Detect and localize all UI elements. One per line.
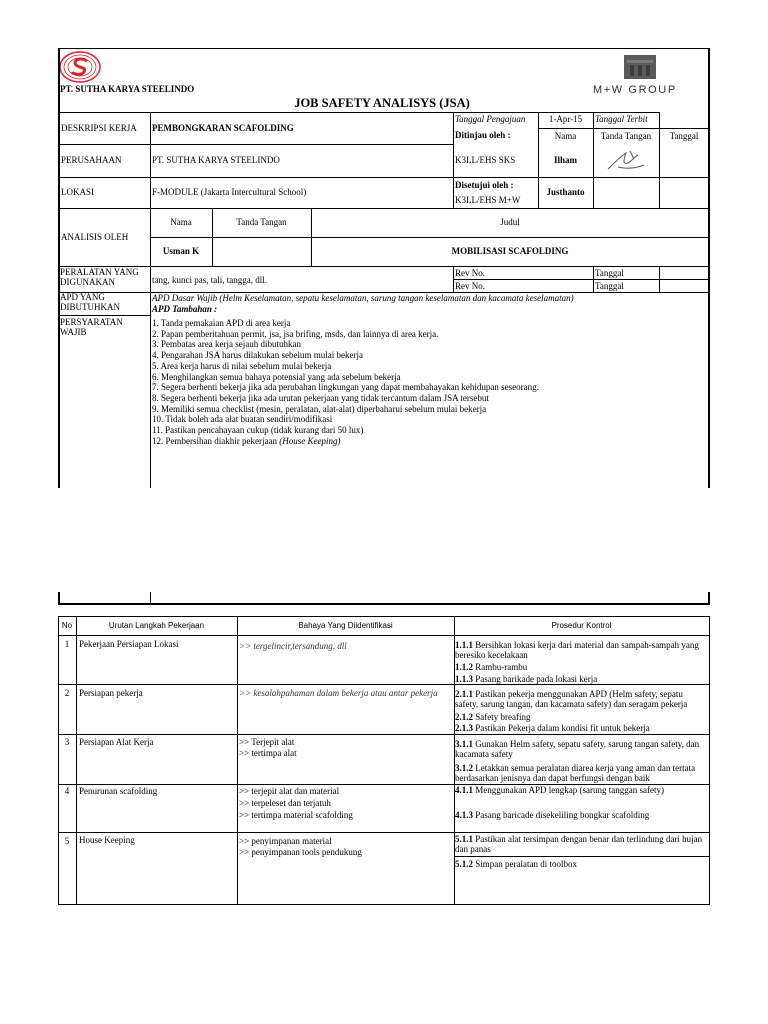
list-item	[152, 436, 539, 447]
page-title: JOB SAFETY ANALISYS (JSA)	[294, 96, 470, 110]
list-item: 5. Area kerja harus di nilai sebelum mulai bekerja	[152, 360, 332, 371]
control-text: Letakkan semua peralatan diarea kerja yang aman dan tertata berdasarkan jenisnya dan dapat berfungsi dengan baik	[455, 763, 696, 783]
analisis-nama-header: Nama	[170, 217, 192, 227]
analisis-judul: MOBILISASI SCAFOLDING	[451, 246, 569, 256]
table-row-step: Persiapan pekerja	[79, 688, 143, 698]
table-row-hazard: >> Terjepit alat	[239, 737, 295, 747]
disetujui-nama: Justhanto	[546, 187, 585, 197]
table-row-control	[455, 662, 707, 672]
table-row-control	[455, 859, 707, 869]
control-text: Simpan peralatan di toolbox	[473, 859, 577, 869]
rev1-label: Rev No.	[455, 268, 485, 278]
apd-label: APD YANG DIBUTUHKAN	[60, 292, 120, 312]
control-text: Menggunakan APD lengkap (sarung tanggan safety)	[473, 785, 664, 795]
tanggal-terbit-label: Tanggal Terbit	[595, 114, 648, 124]
table-row-step: Persiapan Alat Kerja	[79, 737, 154, 747]
control-code: 1.1.3	[455, 674, 473, 684]
ditinjau-nama: Ilham	[553, 155, 577, 165]
disetujui-label: Disetujui oleh :	[455, 180, 514, 190]
control-code: 3.1.1	[455, 739, 473, 749]
control-code: 2.1.3	[455, 723, 473, 733]
table-row-no: 4	[64, 786, 70, 796]
lokasi-value: F-MODULE (Jakarta Intercultural School)	[152, 187, 307, 197]
control-text: Safety breafing	[473, 712, 531, 722]
disetujui-dept: K3LL/EHS M+W	[455, 195, 521, 205]
tanggal-pengajuan-value: 1-Apr-15	[548, 114, 583, 124]
approval-ttd-header: Tanda Tangan	[600, 131, 652, 141]
table-row-control	[455, 723, 707, 733]
approval-nama-header: Nama	[554, 131, 577, 141]
list-item: 11. Pastikan pencahayaan cukup (tidak kurang dari 50 lux)	[152, 425, 364, 436]
signature-icon	[604, 147, 648, 175]
perusahaan-label: PERUSAHAAN	[61, 155, 122, 165]
control-code: 2.1.1	[455, 689, 473, 699]
control-code: 4.1.1	[455, 785, 473, 795]
deskripsi-value: PEMBONGKARAN SCAFOLDING	[152, 123, 294, 133]
table-row-hazard: >> tertimpa material scafolding	[239, 810, 353, 820]
tanggal-pengajuan-label: Tanggal Pengajuan	[455, 114, 526, 124]
control-text: Rambu-rambu	[473, 662, 528, 672]
company-logo-icon	[59, 51, 101, 83]
table-row-hazard: >> kesalahpahaman dalam bekerja atau antar pekerja	[239, 688, 438, 698]
control-text: Bersihkan lokasi kerja dari material dan sampah-sampah yang beresiko kecelakaan	[455, 640, 699, 660]
analisis-judul-header: Judul	[500, 217, 520, 227]
partner-logo-text: M+W GROUP	[593, 84, 677, 96]
analisis-nama: Usman K	[162, 246, 200, 256]
table-row-control	[455, 674, 707, 684]
control-text: Pastikan alat tersimpan dengan benar dan terlindung dari hujan dan panas	[455, 834, 703, 854]
deskripsi-label: DESKRIPSI KERJA	[61, 123, 137, 133]
list-item-text: 12. Pembersihan diakhir pekerjaan	[152, 435, 280, 446]
persyaratan-label: PERSYARATAN WAJIB	[60, 317, 123, 337]
table-header-no: No	[61, 621, 73, 630]
list-item: 4. Pengarahan JSA harus dilakukan sebelum mulai bekerja	[152, 350, 363, 361]
table-row-control	[455, 739, 707, 759]
apd-tambahan: APD Tambahan :	[152, 304, 218, 314]
list-item: 7. Segera berhenti bekerja jika ada perubahan lingkungan yang dapat membahayakan kehidupan seseorang.	[152, 382, 539, 393]
lokasi-label: LOKASI	[61, 187, 94, 197]
table-row-control	[455, 810, 707, 820]
table-row-no: 1	[64, 639, 70, 649]
table-row-step: Pekerjaan Persiapan Lokasi	[79, 639, 179, 649]
rev2-tanggal: Tanggal	[595, 281, 624, 291]
control-code: 5.1.1	[455, 834, 473, 844]
table-header-control: Prosedur Kontrol	[551, 621, 612, 630]
table-row-step: House Keeping	[79, 835, 135, 845]
peralatan-value: tang, kunci pas, tali, tangga, dll.	[152, 275, 267, 285]
perusahaan-value: PT. SUTHA KARYA STEELINDO	[152, 155, 280, 165]
table-row-no: 2	[64, 688, 70, 698]
table-row-control	[455, 640, 707, 660]
control-text: Pasang baricade disekeliling bongkar scafolding	[473, 810, 650, 820]
control-text: Pastikan Pekerja dalam kondisi fit untuk bekerja	[473, 723, 650, 733]
ditinjau-label: Ditinjau oleh :	[455, 130, 511, 140]
table-row-control	[455, 834, 707, 854]
table-row-step: Penurunan scafolding	[79, 786, 158, 796]
table-row-control	[455, 689, 707, 709]
partner-logo-icon	[624, 55, 656, 79]
table-row-control	[455, 712, 707, 722]
rev2-label: Rev No.	[455, 281, 485, 291]
table-row-control	[455, 763, 707, 783]
company-name: PT. SUTHA KARYA STEELINDO	[60, 84, 195, 94]
table-row-no: 3	[64, 737, 70, 747]
persyaratan-list	[152, 318, 539, 446]
table-row-hazard: >> penyimpanan tools pendukung	[239, 847, 362, 857]
list-item-italic: (House Keeping)	[279, 435, 341, 446]
list-item: 2. Papan pemberitahuan permit, jsa, jsa brifing, msds, dan lainnya di area kerja.	[152, 328, 439, 339]
control-text: Pasang barikade pada lokasi kerja	[473, 674, 598, 684]
control-code: 1.1.2	[455, 662, 473, 672]
table-row-hazard: >> terjepit alat dan material	[239, 786, 340, 796]
control-text: Pastikan pekerja menggunakan APD (Helm safety, sepatu safety, sarung tangan, dan kacamata safety) dan seragam pekerja	[455, 689, 688, 709]
list-item: 3. Pembatas area kerja sejauh dibutuhkan	[152, 339, 301, 350]
list-item: 10. Tidak boleh ada alat buatan sendiri/modifikasi	[152, 414, 333, 425]
approval-tanggal-header: Tanggal	[669, 131, 699, 141]
list-item: 1. Tanda pemakaian APD di area kerja	[152, 318, 291, 328]
peralatan-label: PERALATAN YANG DIGUNAKAN	[60, 267, 139, 287]
apd-wajib: APD Dasar Wajib (Helm Keselamatan, sepatu keselamatan, sarung tangan keselamatan dan kacamata keselamatan)	[152, 293, 574, 303]
control-code: 3.1.2	[455, 763, 473, 773]
list-item: 9. Memiliki semua checklist (mesin, peralatan, alat-alat) diperbaharui sebelum mulai bekerja	[152, 403, 487, 414]
control-code: 4.1.3	[455, 810, 473, 820]
table-row-hazard: >> tergelincir,tersandung, dll	[239, 641, 347, 651]
analisis-label: ANALISIS OLEH	[61, 232, 129, 242]
analisis-ttd-header: Tanda Tangan	[236, 217, 287, 227]
rev1-tanggal: Tanggal	[595, 268, 624, 278]
table-row-hazard: >> penyimpanan material	[239, 836, 332, 846]
control-code: 2.1.2	[455, 712, 473, 722]
control-text: Gunakan Helm safety, sepatu safety, sarung tangan safety, dan kacamata safety	[455, 739, 700, 759]
list-item: 6. Menghilangkan semua bahaya potensial yang ada sebelum bekerja	[152, 371, 401, 382]
table-row-hazard: >> tertimpa alat	[239, 748, 297, 758]
table-row-hazard: >> terpeleset dan terjatuh	[239, 798, 331, 808]
table-row-control	[455, 785, 707, 795]
table-row-no: 5	[64, 836, 70, 846]
list-item: 8. Segera berhenti bekerja jika ada urutan pekerjaan yang tidak tercantum dalam JSA tersebut	[152, 392, 489, 403]
table-header-step: Urutan Langkah Pekerjaan	[108, 621, 205, 630]
table-header-hazard: Bahaya Yang Diidentifikasi	[298, 621, 393, 630]
ditinjau-dept: K3LL/EHS SKS	[455, 155, 516, 165]
control-code: 1.1.1	[455, 640, 473, 650]
control-code: 5.1.2	[455, 859, 473, 869]
